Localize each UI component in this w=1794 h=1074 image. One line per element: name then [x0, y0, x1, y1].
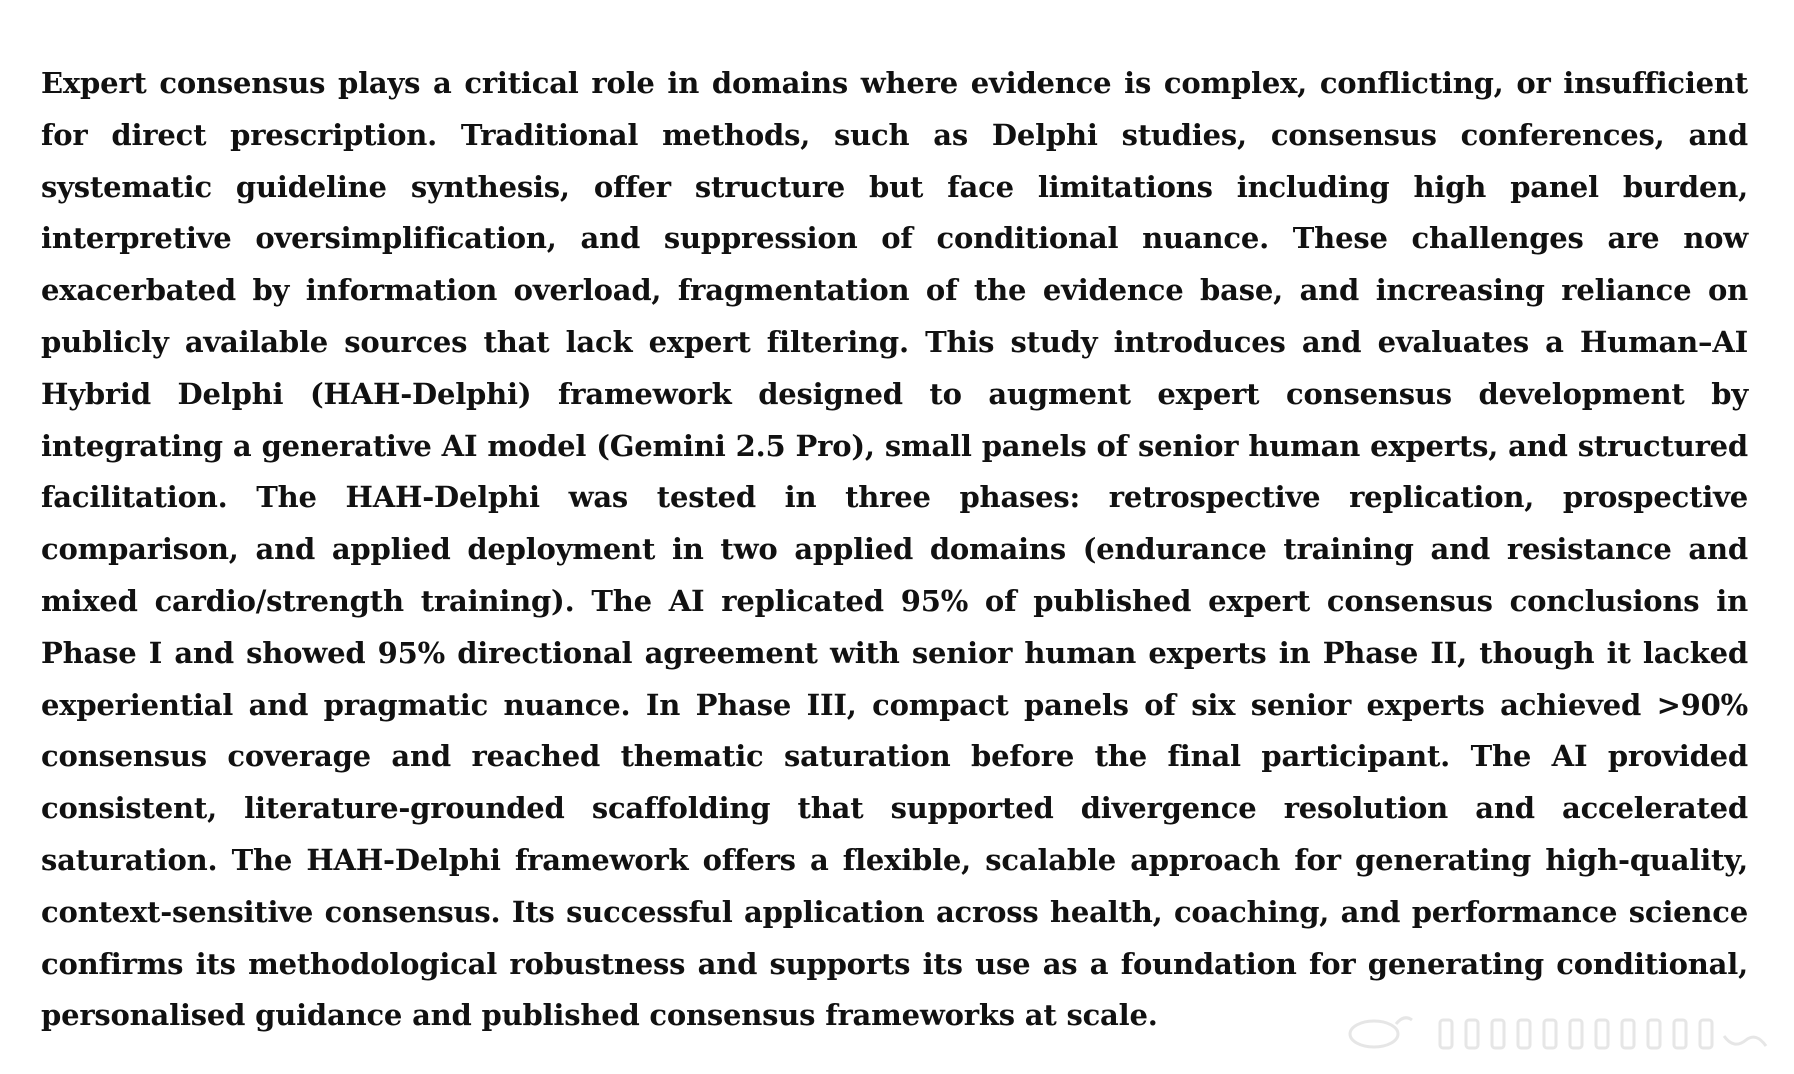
abstract-container — [41, 58, 1748, 1042]
abstract-paragraph: Expert consensus plays a critical role in domains where evidence is complex, conflicting, or insufficient for direct prescription. Traditional methods, such as Delphi studies, consensus conferences, and systematic guideline synthesis, offer structure but face limitations including high panel burden, interpretive oversimplification, and suppression of conditional nuance. These challenges are now exacerbated by information overload, fragmentation of the evidence base, and increasing reliance on publicly available sources that lack expert filtering. This study introduces and evaluates a Human–AI Hybrid Delphi (HAH-Delphi) framework designed to augment expert consensus development by integrating a generative AI model (Gemini 2.5 Pro), small panels of senior human experts, and structured facilitation. The HAH-Delphi was tested in three phases: retrospective replication, prospective comparison, and applied deployment in two applied domains (endurance training and resistance and mixed cardio/strength training). The AI replicated 95% of published expert consensus conclusions in Phase I and showed 95% directional agreement with senior human experts in Phase II, though it lacked experiential and pragmatic nuance. In Phase III, compact panels of six senior experts achieved >90% consensus coverage and reached thematic saturation before the final participant. The AI provided consistent, literature-grounded scaffolding that supported divergence resolution and accelerated saturation. The HAH-Delphi framework offers a flexible, scalable approach for generating high-quality, context-sensitive consensus. Its successful application across health, coaching, and performance science confirms its methodological robustness and supports its use as a foundation for generating conditional, personalised guidance and published consensus frameworks at scale. — [41, 66, 1748, 1033]
watermark-logo-icon — [1344, 1010, 1774, 1054]
